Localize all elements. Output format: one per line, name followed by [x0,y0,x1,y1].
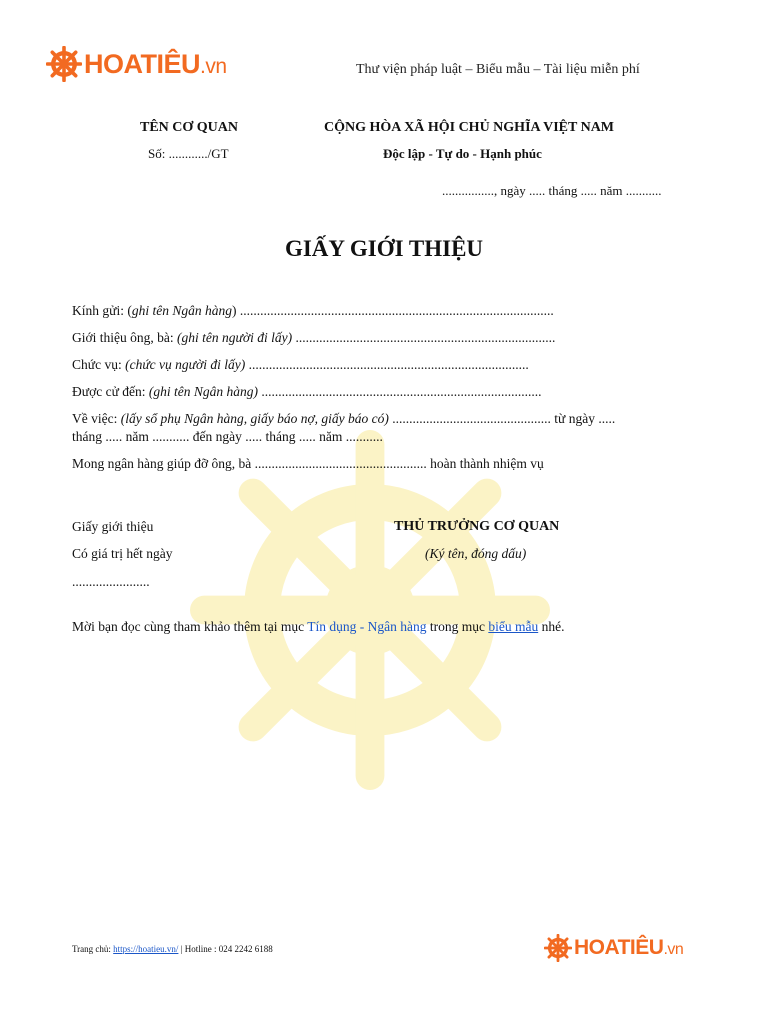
footer-logo[interactable] [544,934,683,962]
header-tagline: Thư viện pháp luật – Biểu mẫu – Tài liệu miễn phí [356,62,640,77]
validity-date-label: Có giá trị hết ngày [72,546,173,561]
matter-line-2: tháng ..... năm ........... đến ngày ..... tháng ..... năm ........... [72,429,383,444]
sent-to-line: Được cử đến: (ghi tên Ngân hàng) ................................................................................... [72,384,542,399]
matter-line: Về việc: (lấy sổ phụ Ngân hàng, giấy báo nợ, giấy báo có) ............................................... từ ngày ..... [72,411,616,426]
ship-wheel-icon [544,934,572,962]
doc-number: Số: ............/GT [148,146,229,161]
footer-info: Trang chủ: https://hoatieu.vn/ | Hotline : 024 2242 6188 [72,944,273,954]
ship-wheel-watermark-icon [190,430,550,790]
nation-motto: Độc lập - Tự do - Hạnh phúc [383,146,542,161]
date-line: ................, ngày ..... tháng ..... năm ........... [442,183,662,198]
position-line: Chức vụ: (chức vụ người đi lấy) ................................................................................... [72,357,529,372]
credit-banking-link[interactable]: Tín dụng - Ngân hàng [307,619,427,634]
nation-heading: CỘNG HÒA XÃ HỘI CHỦ NGHĨA VIỆT NAM [324,120,615,135]
validity-date-field: ....................... [72,574,150,589]
introduce-line: Giới thiệu ông, bà: (ghi tên người đi lấy) ............................................................................. [72,330,556,345]
footer-logo-main-text: HOATIÊU [574,936,664,959]
request-line: Mong ngân hàng giúp đỡ ông, bà ................................................... hoàn thành nhiệm vụ [72,456,544,471]
org-name: TÊN CƠ QUAN [140,120,239,135]
addressee-line: Kính gửi: (ghi tên Ngân hàng) ............................................................................................. [72,303,554,318]
signature-title: THỦ TRƯỞNG CƠ QUAN [394,519,560,534]
reference-line: Mời bạn đọc cùng tham khảo thêm tại mục Tín dụng - Ngân hàng trong mục biểu mẫu nhé. [72,619,565,634]
validity-label: Giấy giới thiệu [72,519,154,534]
footer-logo-suffix-text: .vn [663,941,684,958]
forms-link[interactable]: biểu mẫu [488,619,539,634]
logo-main-text: HOATIÊU [84,48,200,79]
signature-note: (Ký tên, đóng dấu) [425,546,527,561]
document-title: GIẤY GIỚI THIỆU [284,236,484,261]
logo-suffix-text: .vn [200,54,227,78]
hoatieu-logo[interactable] [46,46,227,82]
homepage-link[interactable]: https://hoatieu.vn/ [113,944,179,954]
ship-wheel-icon [46,46,82,82]
